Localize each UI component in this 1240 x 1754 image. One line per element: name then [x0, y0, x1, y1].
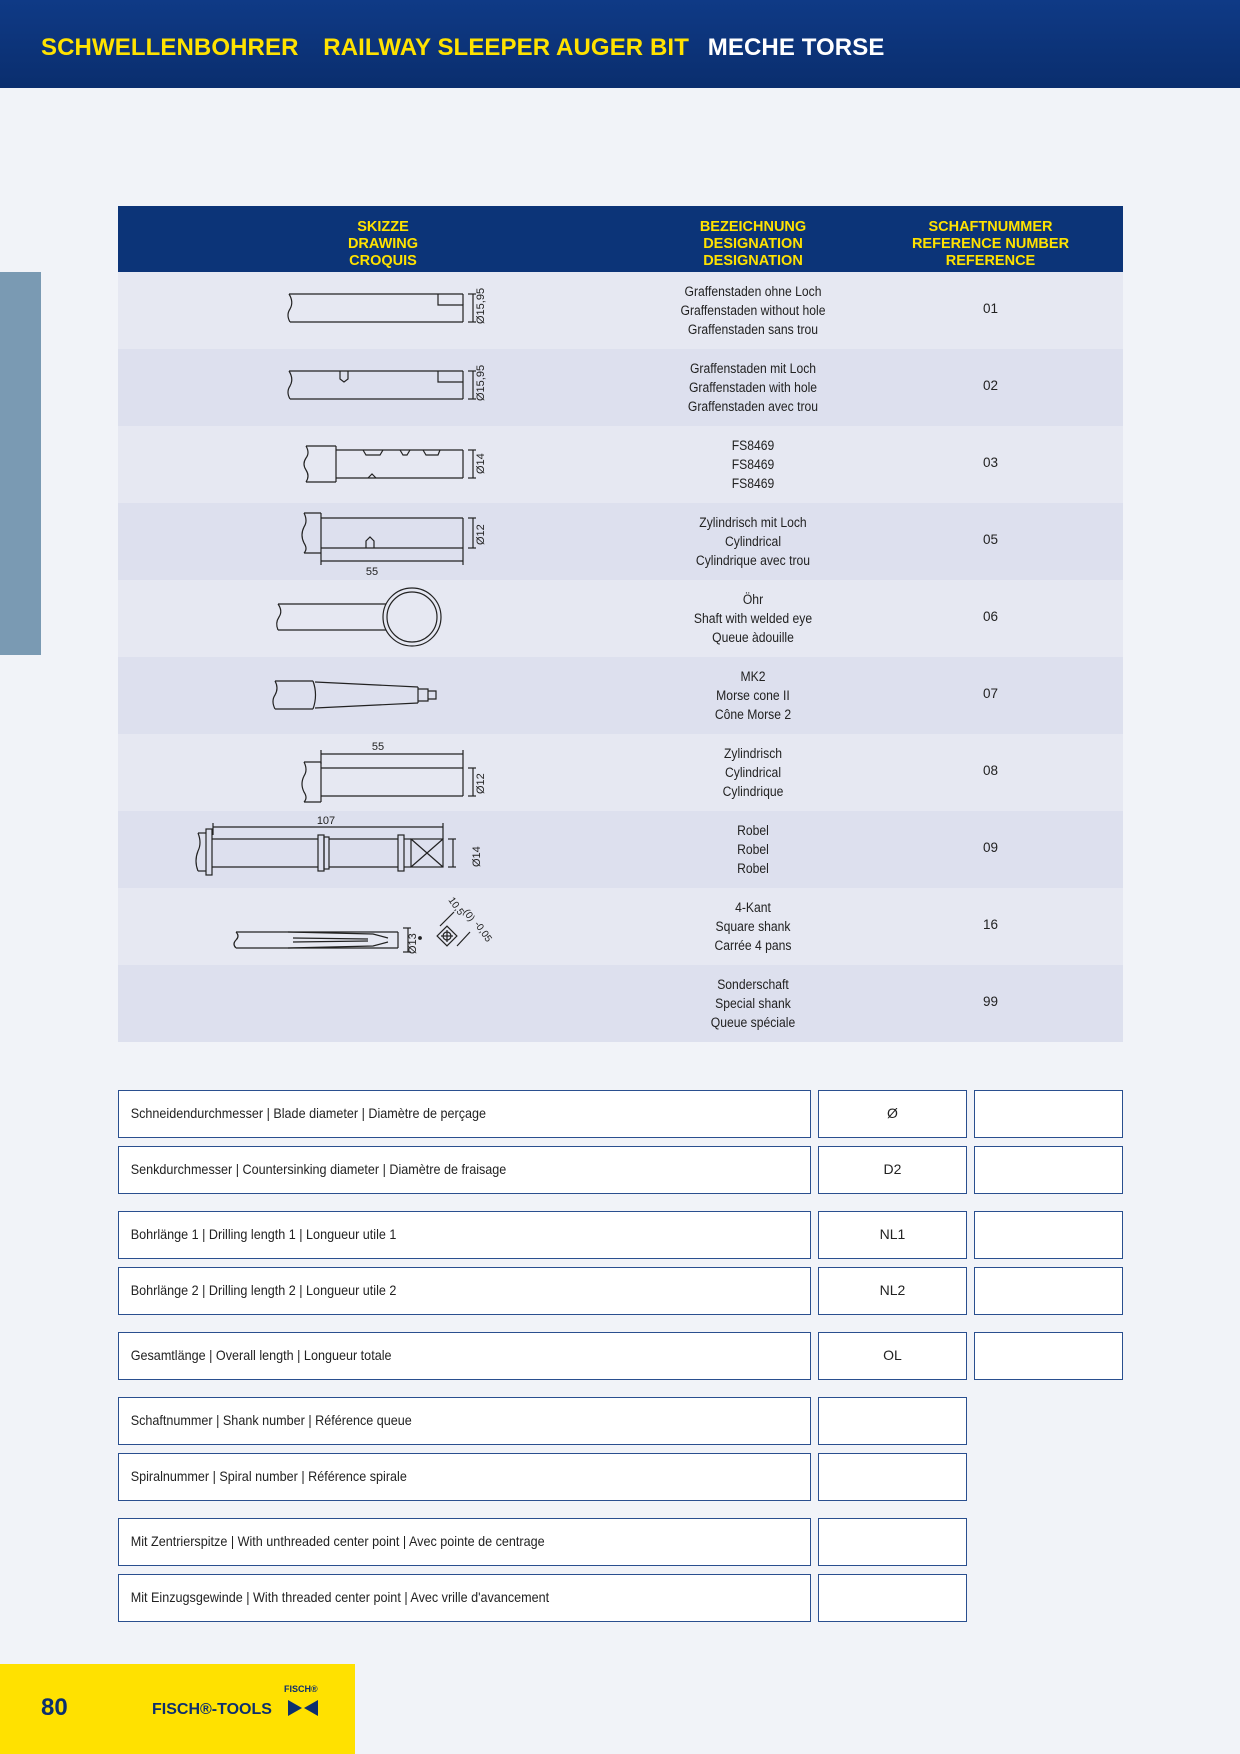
- spec-label-blade-diameter: [118, 1090, 811, 1138]
- tolerance-label: (0): [460, 907, 477, 924]
- fisch-logo-icon: [284, 1684, 324, 1720]
- page-number: 80: [41, 1694, 68, 1721]
- designation-cell: [659, 513, 848, 570]
- header-reference-en: REFERENCE NUMBER: [911, 236, 1070, 252]
- overall-length-input[interactable]: [974, 1332, 1123, 1380]
- page-header: [0, 0, 1240, 88]
- designation-de: MK2: [740, 669, 766, 684]
- spec-code-drilling-length-2: NL2: [818, 1267, 967, 1315]
- title-french: MECHE TORSE: [707, 34, 885, 61]
- spec-label-spiral-number: [118, 1453, 811, 1501]
- designation-fr: Cône Morse 2: [714, 707, 792, 722]
- table-row: [118, 349, 1123, 426]
- spec-label-text: Schneidendurchmesser | Blade diameter | Diamètre de perçage: [130, 1105, 487, 1121]
- designation-de: Zylindrisch mit Loch: [699, 515, 807, 530]
- designation-cell: [659, 436, 848, 493]
- designation-de: Sonderschaft: [717, 977, 789, 992]
- sketch-morse-cone: [118, 657, 648, 734]
- designation-en: Cylindrical: [724, 534, 782, 549]
- shank-table: [118, 206, 1123, 1042]
- tolerance-label: 10,5: [445, 895, 466, 918]
- spec-label-text: Spiralnummer | Spiral number | Référence spirale: [130, 1468, 407, 1484]
- table-row: [118, 580, 1123, 657]
- designation-en: Square shank: [715, 919, 791, 934]
- spec-label-text: Bohrlänge 1 | Drilling length 1 | Longueur utile 1: [130, 1226, 397, 1242]
- drilling-length-1-input[interactable]: [974, 1211, 1123, 1259]
- designation-en: Morse cone II: [716, 688, 790, 703]
- sketch-cylindrical: [118, 734, 648, 811]
- spec-code-overall-length: OL: [818, 1332, 967, 1380]
- reference-number: 08: [982, 763, 999, 778]
- designation-cell: [659, 744, 848, 801]
- header-reference: [858, 219, 1123, 270]
- designation-de: Zylindrisch: [723, 746, 783, 761]
- table-row: [118, 426, 1123, 503]
- countersinking-diameter-input[interactable]: [974, 1146, 1123, 1194]
- spec-label-text: Bohrlänge 2 | Drilling length 2 | Longueur utile 2: [130, 1282, 397, 1298]
- designation-de: 4-Kant: [735, 900, 771, 915]
- designation-en: Shaft with welded eye: [693, 611, 813, 626]
- sketch-welded-eye: [118, 580, 648, 657]
- tolerance-label: -0,05: [471, 919, 494, 945]
- sketch-robel: [118, 811, 648, 888]
- reference-number: 01: [982, 301, 999, 316]
- designation-fr: FS8469: [731, 476, 775, 491]
- spec-label-countersinking-diameter: [118, 1146, 811, 1194]
- designation-de: Öhr: [742, 592, 764, 607]
- sketch-cylindrical-with-hole: [118, 503, 648, 580]
- spec-code-blade-diameter: Ø: [818, 1090, 967, 1138]
- spec-label-text: Schaftnummer | Shank number | Référence queue: [130, 1412, 412, 1428]
- dimension-label: Ø15,95: [475, 287, 487, 324]
- designation-fr: Cylindrique: [722, 784, 784, 799]
- sketch-fs8469: [118, 426, 648, 503]
- header-sketch-fr: CROQUIS: [349, 253, 417, 269]
- threaded-center-point-input[interactable]: [818, 1574, 967, 1622]
- page-title: [41, 34, 884, 62]
- length-label: 107: [316, 815, 336, 827]
- designation-fr: Cylindrique avec trou: [695, 553, 811, 568]
- spec-label-overall-length: [118, 1332, 811, 1380]
- length-label: 55: [371, 741, 385, 753]
- spec-code-drilling-length-1: NL1: [818, 1211, 967, 1259]
- sketch-empty: [118, 965, 648, 1042]
- spec-code-countersinking-diameter: D2: [818, 1146, 967, 1194]
- length-label: 55: [365, 566, 379, 578]
- designation-cell: [659, 821, 848, 878]
- designation-fr: Queue àdouille: [712, 630, 794, 645]
- logo-text: FISCH®: [284, 1684, 318, 1694]
- dimension-label: Ø15,95: [475, 364, 487, 401]
- header-designation: [648, 219, 858, 270]
- designation-en: Graffenstaden with hole: [688, 380, 818, 395]
- dimension-label: Ø14: [471, 846, 483, 867]
- spec-label-text: Mit Zentrierspitze | With unthreaded center point | Avec pointe de centrage: [130, 1533, 545, 1549]
- side-accent-bar: [0, 272, 41, 655]
- sketch-graffenstaden-with-hole: [118, 349, 648, 426]
- designation-fr: Queue spéciale: [710, 1015, 796, 1030]
- spec-label-shank-number: [118, 1397, 811, 1445]
- designation-cell: [659, 359, 848, 416]
- designation-fr: Carrée 4 pans: [714, 938, 792, 953]
- reference-number: 99: [982, 994, 999, 1009]
- title-english: RAILWAY SLEEPER AUGER BIT: [323, 34, 689, 61]
- designation-fr: Graffenstaden avec trou: [687, 399, 819, 414]
- reference-number: 05: [982, 532, 999, 547]
- dimension-label: Ø14: [475, 453, 487, 474]
- page-footer: [0, 1664, 355, 1754]
- table-row: [118, 272, 1123, 349]
- header-sketch-en: DRAWING: [347, 236, 419, 252]
- shank-number-input[interactable]: [818, 1397, 967, 1445]
- header-designation-de: BEZEICHNUNG: [699, 219, 807, 235]
- designation-cell: [659, 590, 848, 647]
- table-row: [118, 657, 1123, 734]
- reference-number: 09: [982, 840, 999, 855]
- table-row: [118, 734, 1123, 811]
- table-row: [118, 888, 1123, 965]
- unthreaded-center-point-input[interactable]: [818, 1518, 967, 1566]
- reference-number: 16: [982, 917, 999, 932]
- title-german: SCHWELLENBOHRER: [41, 34, 299, 61]
- designation-en: Robel: [737, 842, 769, 857]
- spec-label-text: Gesamtlänge | Overall length | Longueur totale: [130, 1347, 392, 1363]
- spec-label-text: Mit Einzugsgewinde | With threaded center point | Avec vrille d'avancement: [130, 1589, 550, 1605]
- spec-label-drilling-length-1: [118, 1211, 811, 1259]
- designation-de: Graffenstaden ohne Loch: [684, 284, 822, 299]
- reference-number: 02: [982, 378, 999, 393]
- designation-de: Robel: [737, 823, 769, 838]
- reference-number: 03: [982, 455, 999, 470]
- table-row: [118, 965, 1123, 1042]
- designation-en: Cylindrical: [724, 765, 782, 780]
- designation-cell: [659, 667, 848, 724]
- header-reference-de: SCHAFTNUMMER: [928, 219, 1053, 235]
- sketch-square-shank: [118, 888, 648, 965]
- reference-number: 06: [982, 609, 999, 624]
- header-reference-fr: REFERENCE: [945, 253, 1036, 269]
- designation-cell: [659, 282, 848, 339]
- blade-diameter-input[interactable]: [974, 1090, 1123, 1138]
- designation-en: Graffenstaden without hole: [680, 303, 826, 318]
- drilling-length-2-input[interactable]: [974, 1267, 1123, 1315]
- table-row: [118, 503, 1123, 580]
- header-designation-en: DESIGNATION: [703, 236, 803, 252]
- designation-fr: Robel: [737, 861, 769, 876]
- spec-label-threaded-center-point: [118, 1574, 811, 1622]
- designation-de: FS8469: [731, 438, 775, 453]
- dimension-label: Ø12: [475, 773, 487, 794]
- header-designation-fr: DESIGNATION: [703, 253, 803, 269]
- designation-cell: [659, 975, 848, 1032]
- spec-label-text: Senkdurchmesser | Countersinking diameter | Diamètre de fraisage: [130, 1161, 507, 1177]
- designation-de: Graffenstaden mit Loch: [689, 361, 817, 376]
- dimension-label: Ø13: [407, 933, 419, 954]
- table-row: [118, 811, 1123, 888]
- brand-name: FISCH®-TOOLS: [152, 1701, 272, 1718]
- spiral-number-input[interactable]: [818, 1453, 967, 1501]
- table-header: [118, 206, 1123, 272]
- reference-number: 07: [982, 686, 999, 701]
- header-sketch: [118, 219, 648, 270]
- dimension-label: Ø12: [475, 524, 487, 545]
- spec-label-unthreaded-center-point: [118, 1518, 811, 1566]
- designation-fr: Graffenstaden sans trou: [687, 322, 819, 337]
- designation-en: Special shank: [715, 996, 791, 1011]
- designation-cell: [659, 898, 848, 955]
- header-sketch-de: SKIZZE: [357, 219, 409, 235]
- spec-label-drilling-length-2: [118, 1267, 811, 1315]
- sketch-graffenstaden-no-hole: [118, 272, 648, 349]
- designation-en: FS8469: [731, 457, 775, 472]
